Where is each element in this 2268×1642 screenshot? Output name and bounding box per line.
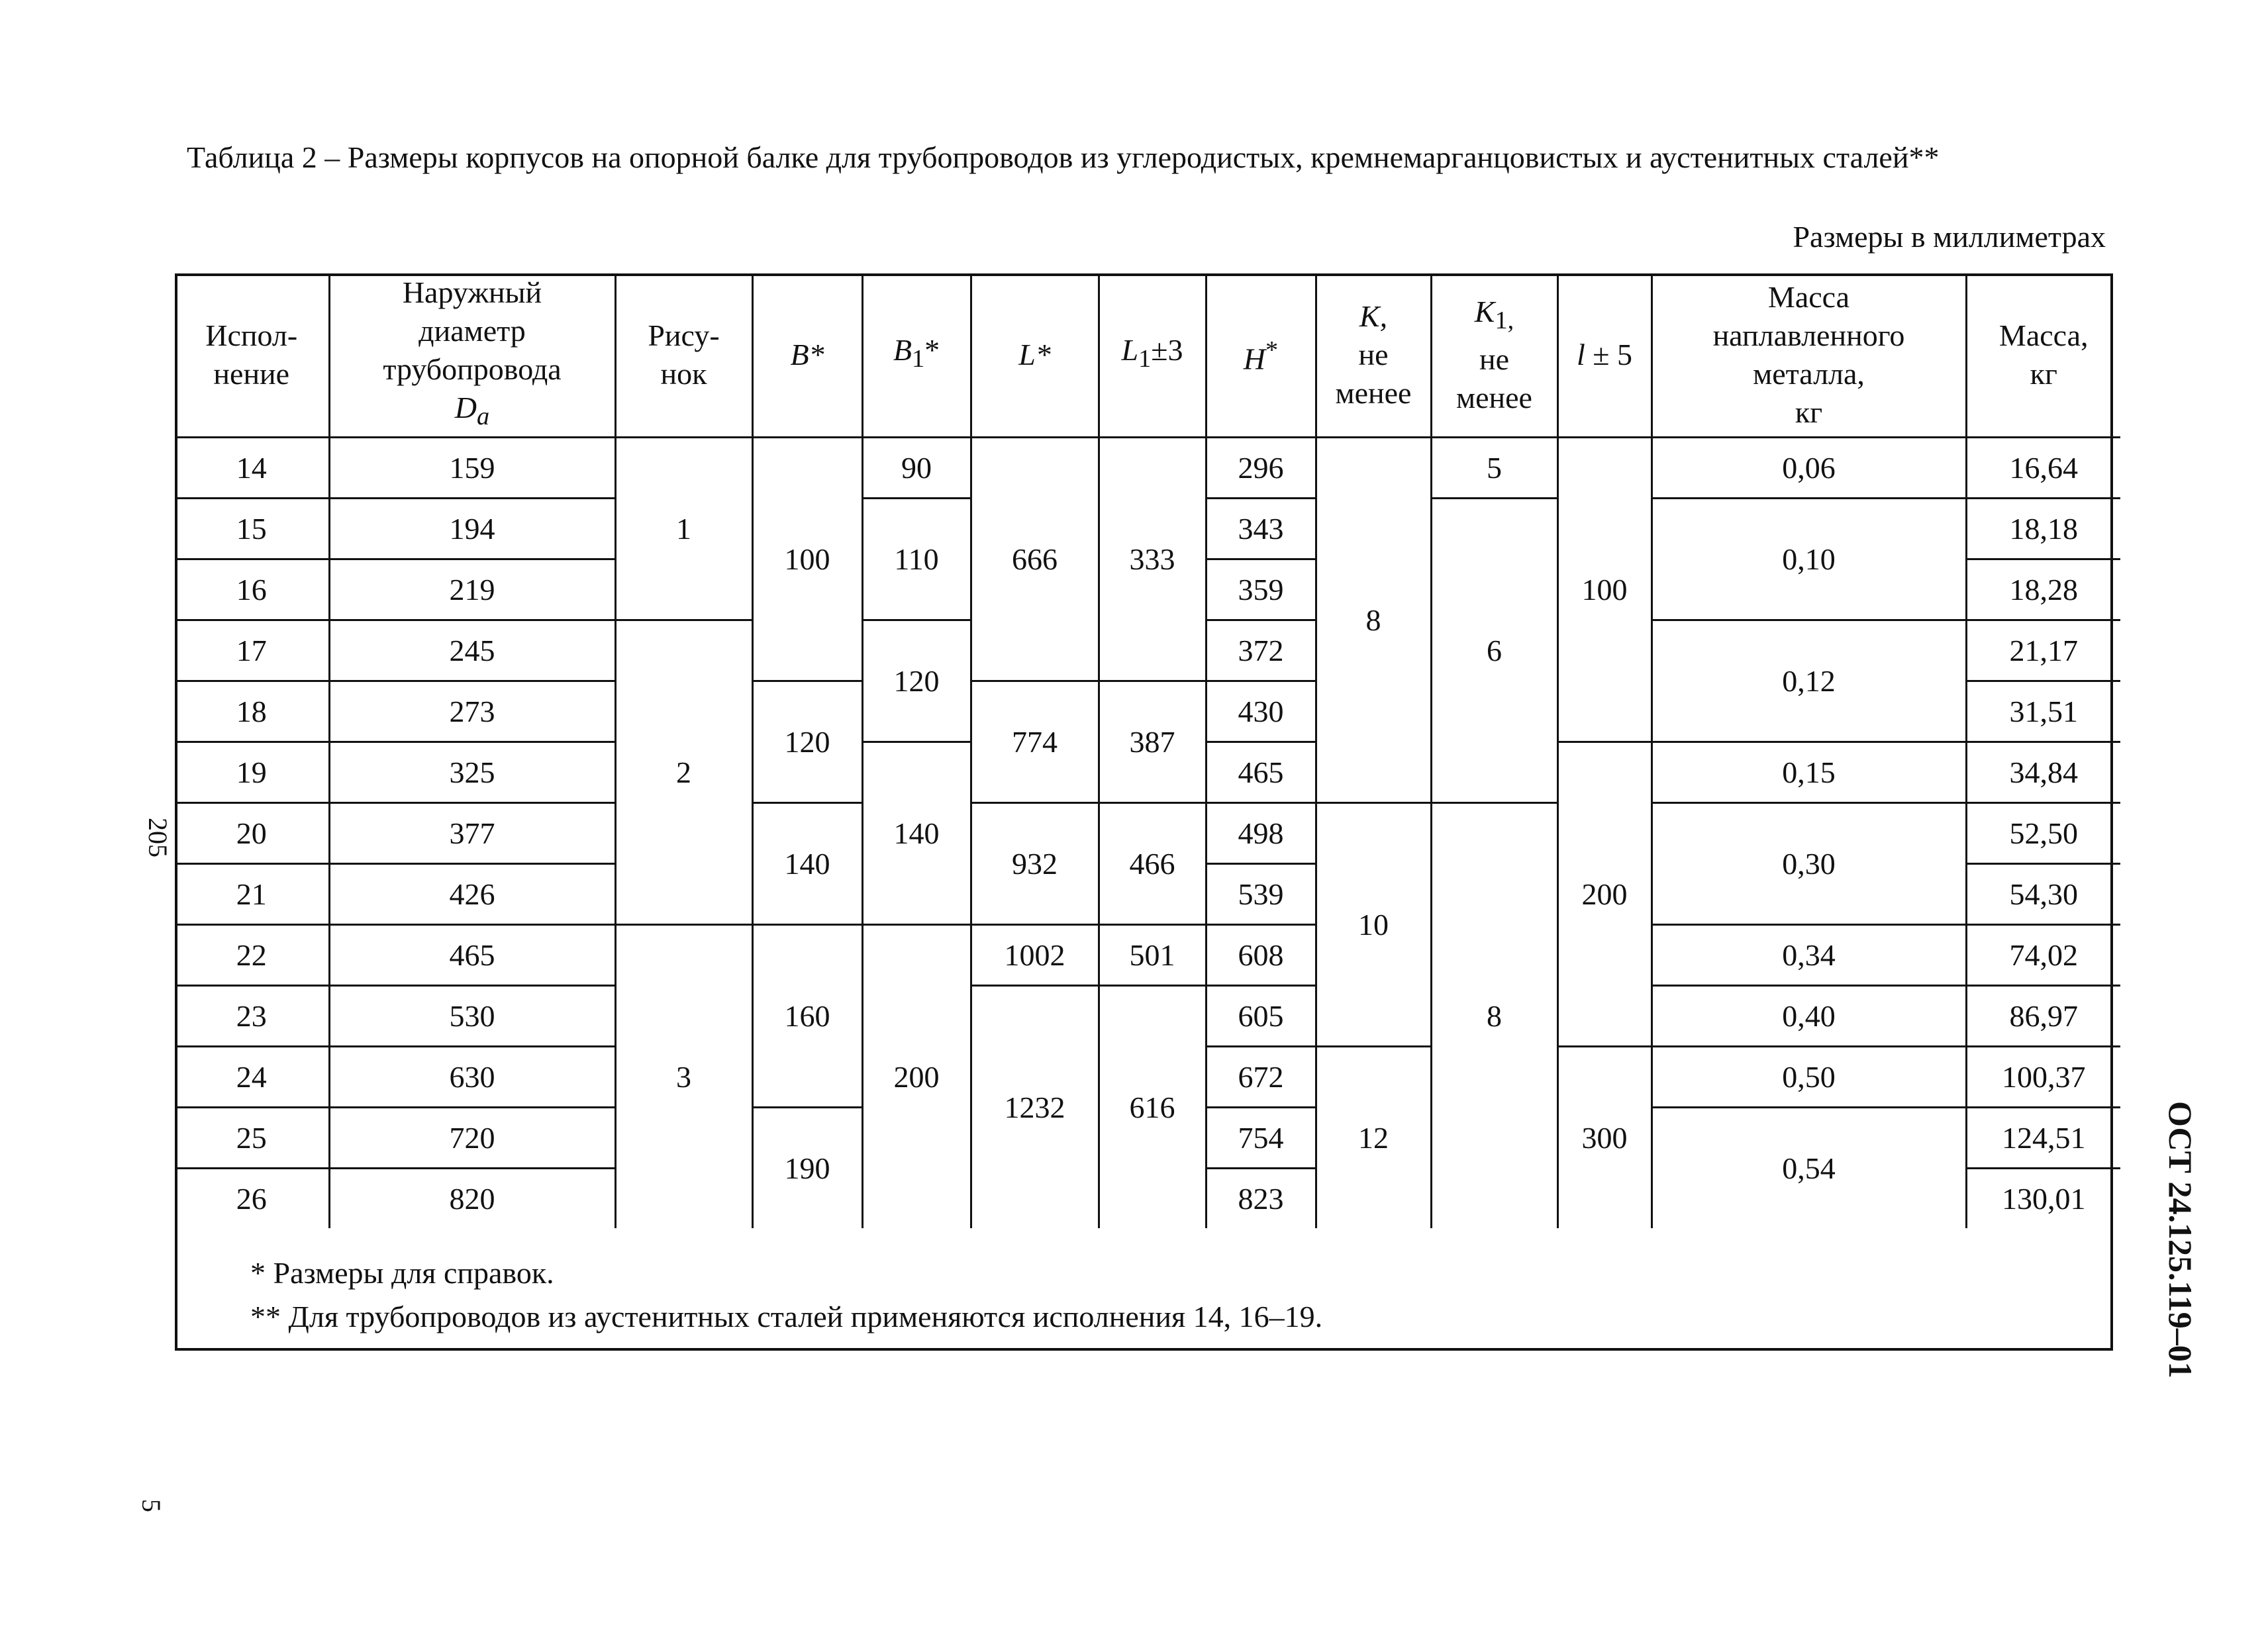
cell-l-tolerance: 300 <box>1557 1047 1652 1229</box>
cell-ispolnenie: 14 <box>175 438 329 499</box>
cell-k: 8 <box>1316 438 1431 803</box>
cell-diameter: 630 <box>329 1047 615 1108</box>
header-b1: $B_1*$ <box>862 273 971 438</box>
cell-k: 12 <box>1316 1047 1431 1229</box>
cell-mass: 21,17 <box>1966 620 2120 681</box>
cell-b1: 140 <box>862 742 971 925</box>
cell-b1: 110 <box>862 499 971 620</box>
dimensions-table <box>175 273 2120 1228</box>
cell-k1: 5 <box>1431 438 1557 499</box>
cell-diameter: 530 <box>329 986 615 1047</box>
table-title: Таблица 2 – Размеры корпусов на опорной балке для трубопроводов из углеродистых, кремнемарганцовистых и аустенитных сталей** <box>187 140 1940 174</box>
cell-mass: 54,30 <box>1966 864 2120 925</box>
header-figure: Рису- нок <box>615 273 752 438</box>
cell-h: 343 <box>1206 499 1316 559</box>
cell-h: 539 <box>1206 864 1316 925</box>
cell-diameter: 820 <box>329 1169 615 1229</box>
header-outer-diameter: Наружный диаметр трубопровода $D_a$ <box>329 273 615 438</box>
cell-mass: 124,51 <box>1966 1108 2120 1169</box>
cell-diameter: 219 <box>329 559 615 620</box>
cell-l1: 466 <box>1099 803 1206 925</box>
cell-diameter: 465 <box>329 925 615 986</box>
cell-l-tolerance: 200 <box>1557 742 1652 1047</box>
cell-figure: 1 <box>615 438 752 620</box>
cell-b1: 200 <box>862 925 971 1229</box>
header-h: H* <box>1206 273 1316 438</box>
cell-h: 465 <box>1206 742 1316 803</box>
cell-h: 430 <box>1206 681 1316 742</box>
cell-b: 190 <box>752 1108 862 1229</box>
cell-l: 1232 <box>971 986 1099 1229</box>
cell-ispolnenie: 18 <box>175 681 329 742</box>
cell-h: 498 <box>1206 803 1316 864</box>
cell-ispolnenie: 23 <box>175 986 329 1047</box>
cell-mass: 18,28 <box>1966 559 2120 620</box>
cell-k: 10 <box>1316 803 1431 1047</box>
cell-mass: 34,84 <box>1966 742 2120 803</box>
header-row <box>175 273 2120 438</box>
cell-mass: 86,97 <box>1966 986 2120 1047</box>
header-k: K, не менее <box>1316 273 1431 438</box>
table-row <box>175 803 2120 864</box>
cell-weld-mass: 0,34 <box>1652 925 1966 986</box>
cell-mass: 130,01 <box>1966 1169 2120 1229</box>
table-row <box>175 438 2120 499</box>
cell-l1: 333 <box>1099 438 1206 681</box>
cell-figure: 2 <box>615 620 752 925</box>
cell-l: 1002 <box>971 925 1099 986</box>
cell-h: 372 <box>1206 620 1316 681</box>
cell-diameter: 273 <box>329 681 615 742</box>
cell-weld-mass: 0,40 <box>1652 986 1966 1047</box>
cell-weld-mass: 0,10 <box>1652 499 1966 620</box>
cell-weld-mass: 0,06 <box>1652 438 1966 499</box>
cell-b: 140 <box>752 803 862 925</box>
cell-diameter: 325 <box>329 742 615 803</box>
cell-b1: 120 <box>862 620 971 742</box>
cell-diameter: 245 <box>329 620 615 681</box>
cell-diameter: 720 <box>329 1108 615 1169</box>
cell-b: 100 <box>752 438 862 681</box>
cell-l1: 616 <box>1099 986 1206 1229</box>
cell-mass: 100,37 <box>1966 1047 2120 1108</box>
note-reference-dimensions: * Размеры для справок. <box>250 1256 554 1290</box>
header-l1: $L_1\pm 3$ <box>1099 273 1206 438</box>
cell-weld-mass: 0,54 <box>1652 1108 1966 1229</box>
cell-ispolnenie: 21 <box>175 864 329 925</box>
cell-h: 823 <box>1206 1169 1316 1229</box>
cell-ispolnenie: 19 <box>175 742 329 803</box>
cell-ispolnenie: 17 <box>175 620 329 681</box>
header-ispolnenie: Испол- нение <box>175 273 329 438</box>
side-page-number: 205 <box>143 818 173 857</box>
header-l-tolerance: l ± 5 <box>1557 273 1652 438</box>
table-notes <box>250 1251 1322 1339</box>
cell-k1: 6 <box>1431 499 1557 803</box>
cell-h: 754 <box>1206 1108 1316 1169</box>
cell-l: 666 <box>971 438 1099 681</box>
cell-ispolnenie: 16 <box>175 559 329 620</box>
cell-diameter: 377 <box>329 803 615 864</box>
document-code: ОСТ 24.125.119–01 <box>2162 1101 2199 1378</box>
cell-k1: 8 <box>1431 803 1557 1229</box>
cell-h: 672 <box>1206 1047 1316 1108</box>
cell-h: 296 <box>1206 438 1316 499</box>
cell-l: 774 <box>971 681 1099 803</box>
cell-h: 359 <box>1206 559 1316 620</box>
cell-ispolnenie: 15 <box>175 499 329 559</box>
cell-h: 608 <box>1206 925 1316 986</box>
table-row <box>175 986 2120 1047</box>
cell-weld-mass: 0,50 <box>1652 1047 1966 1108</box>
header-l: L* <box>971 273 1099 438</box>
cell-ispolnenie: 20 <box>175 803 329 864</box>
page-number: 5 <box>136 1499 166 1512</box>
cell-l1: 501 <box>1099 925 1206 986</box>
cell-weld-mass: 0,12 <box>1652 620 1966 742</box>
cell-weld-mass: 0,30 <box>1652 803 1966 925</box>
cell-h: 605 <box>1206 986 1316 1047</box>
cell-ispolnenie: 26 <box>175 1169 329 1229</box>
header-b: B* <box>752 273 862 438</box>
cell-ispolnenie: 24 <box>175 1047 329 1108</box>
cell-diameter: 159 <box>329 438 615 499</box>
cell-mass: 18,18 <box>1966 499 2120 559</box>
cell-b: 120 <box>752 681 862 803</box>
units-note: Размеры в миллиметрах <box>1793 220 2106 254</box>
note-austenitic-steels: ** Для трубопроводов из аустенитных сталей применяются исполнения 14, 16–19. <box>250 1300 1323 1333</box>
header-weld-mass: Масса наплавленного металла, кг <box>1652 273 1966 438</box>
header-k1: $K_{1,}$ не менее <box>1431 273 1557 438</box>
cell-diameter: 194 <box>329 499 615 559</box>
cell-diameter: 426 <box>329 864 615 925</box>
cell-l: 932 <box>971 803 1099 925</box>
cell-weld-mass: 0,15 <box>1652 742 1966 803</box>
cell-mass: 16,64 <box>1966 438 2120 499</box>
cell-mass: 31,51 <box>1966 681 2120 742</box>
cell-ispolnenie: 25 <box>175 1108 329 1169</box>
cell-l1: 387 <box>1099 681 1206 803</box>
cell-b1: 90 <box>862 438 971 499</box>
cell-ispolnenie: 22 <box>175 925 329 986</box>
header-mass: Масса, кг <box>1966 273 2120 438</box>
cell-figure: 3 <box>615 925 752 1229</box>
cell-b: 160 <box>752 925 862 1108</box>
table-row <box>175 925 2120 986</box>
cell-l-tolerance: 100 <box>1557 438 1652 742</box>
cell-mass: 52,50 <box>1966 803 2120 864</box>
cell-mass: 74,02 <box>1966 925 2120 986</box>
